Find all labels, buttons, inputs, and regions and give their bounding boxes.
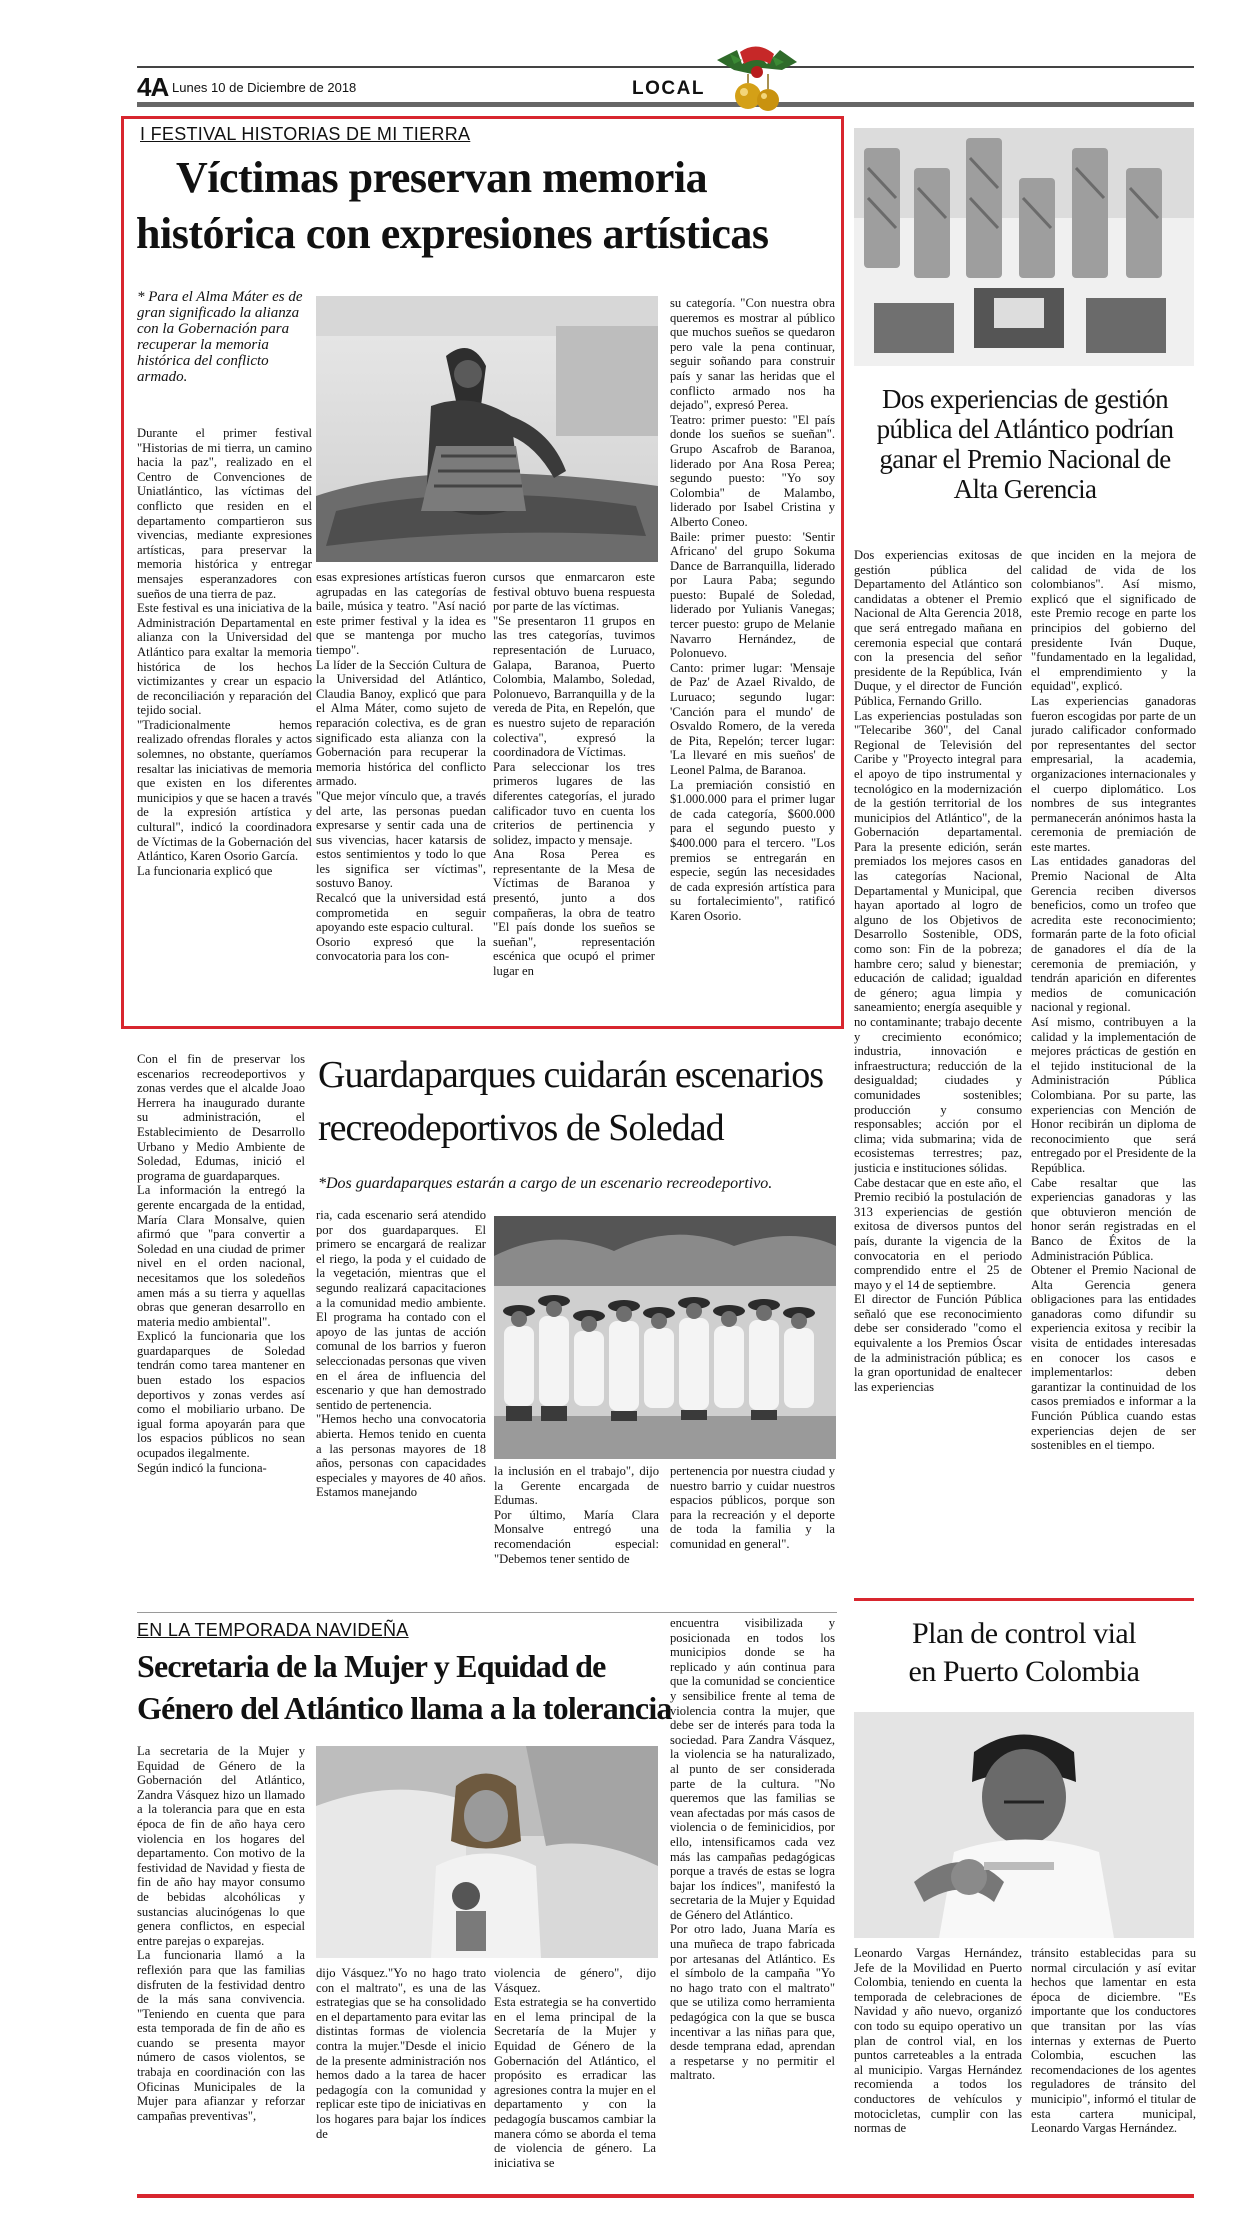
main-col-3: cursos que enmarcaron este festival obtuvo buena respuesta por parte de las víctimas. "Se presentaron 11 grupos en las tres categorías, tuvimos representación de Luruaco, Galapa, Baranoa, Puerto Colombia, Malambo, Soledad, Polonuevo, Barranquilla y de la vereda de Pita, en Repelón, que es nuestro sujeto de reparación colectiva", expresó la coordinadora de Víctimas. Para seleccionar los tres primeros lugares de las diferentes categorías, el jurado calificador tuvo en cuenta los criterios de pertinencia y solidez, impacto y mensaje. Ana Rosa Perea es representante de la Mesa de Víctimas de Baranoa y presentó, junto a dos compañeras, la obra de teatro "El país donde los sueños se sueñan", representación escénica que ocupó el primer lugar en [493, 570, 655, 979]
main-subtitle: * Para el Alma Máter es de gran significado la alianza con la Gobernación para recuperar la memoria histórica del conflicto armado. [137, 289, 303, 385]
guard-col-3: la inclusión en el trabajo", dijo la Gerente encargada de Edumas. Por último, María Clara Monsalve entregó una recomendación especial: "Debemos tener sentido de [494, 1464, 659, 1566]
page-date: Lunes 10 de Diciembre de 2018 [172, 80, 357, 95]
gerencia-title: Dos experiencias de gestión pública del Atlántico podrían ganar el Premio Nacional de Alta Gerencia [876, 384, 1174, 504]
main-col-4: su categoría. "Con nuestra obra queremos es mostrar al público que muchos sueños se quedaron pero vale la pena continuar, seguir soñando para construir país y sanar las heridas que el conflicto armado nos ha dejado", expresó Perea. Teatro: primer puesto: "El país donde los sueños se sueñan". Grupo Ascafrob de Baranoa, liderado por Ana Rosa Perea; segundo puesto: "Yo soy Colombia" de Malambo, liderado por Isabel Cristina y Alberto Coneo. Baile: primer puesto: 'Sentir Africano' del grupo Sokuma Dance de Barranquilla, liderado por Laura Paba; segundo puesto: Bupalé de Soledad, liderado por Yulianis Vanegas; tercer puesto: grupo de Melanie Navarro Hernández, de Polonuevo. Canto: primer lugar: 'Mensaje de Paz' de Azael Rivaldo, de Luruaco; segundo lugar: 'Canción para el mundo' de Osvaldo Romero, de la vereda de Pita, Repelón; tercer lugar: 'La llevaré en mis sueños' de Leonel Palma, de Baranoa. La premiación consistió en $1.000.000 para el primer lugar de cada categoría, $600.000 para el segundo puesto y $400.000 para el tercero. "Los premios se entregarán en especie, según las necesidades de cada expresión artística para su fortalecimiento", ratificó Karen Osorio. [670, 296, 835, 923]
guard-bottom-rule [137, 1612, 837, 1613]
guard-photo [494, 1216, 836, 1459]
mujer-photo [316, 1746, 658, 1958]
main-col-1: Durante el primer festival "Historias de mi tierra, un camino hacia la paz", realizado en el Centro de Convenciones de Uniatlántico, las víctimas del conflicto que residen en el departamento compartieron sus vivencias, mediante expresiones artísticas, para preservar la memoria histórica y entregar mensajes esperanzadores con sueños de una tierra de paz. Este festival es una iniciativa de la Administración Departamental en alianza con la Universidad del Atlántico para exaltar la memoria histórica de los hechos victimizantes y crear un espacio de reconciliación y reparación del tejido social. "Tradicionalmente hemos realizado ofrendas florales y actos solemnes, no obstante, queríamos resaltar las iniciativas de memoria que existen en los diferentes municipios y que se hacen a través de la expresión artística y cultural", indicó la coordinadora de Víctimas de la Gobernación del Atlántico, Karen Osorio García. La funcionaria explicó que [137, 426, 312, 878]
christmas-ornament-icon [712, 40, 802, 118]
page-bottom-rule [137, 2194, 1194, 2198]
section-label: LOCAL [632, 78, 705, 99]
mujer-col-1: La secretaria de la Mujer y Equidad de Género de la Gobernación del Atlántico, Zandra Vásquez hizo un llamado a la tolerancia para que en esta época de fin de año haya cero violencia en los hogares del departamento. Con motivo de la festividad de Navidad y fiesta de fin de año hay mayor consumo de bebidas alcohólicas y sustancias alucinógenas lo que genera conflictos, en especial entre parejas o exparejas. La funcionaria llamó a la reflexión para que las familias disfruten de la festividad dentro de la más sana convivencia. "Teniendo en cuenta que para esta temporada de fin de año es cuando se presenta mayor número de casos violentos, se trabaja en coordinación con las Oficinas Municipales de la Mujer para afianzar y reforzar campañas preventivas", [137, 1744, 305, 2123]
vial-col-1: Leonardo Vargas Hernández, Jefe de la Movilidad en Puerto Colombia, teniendo en cuenta la temporada de celebraciones de Navidad y año nuevo, organizó con todo su equipo operativo un plan de control vial, en los puntos carreteables a la entrada al municipio. Vargas Hernández recomienda a todos los conductores de vehículos y motocicletas, cumplir con las normas de [854, 1946, 1022, 2136]
page-number: 4A [137, 72, 169, 102]
mujer-col-2: dijo Vásquez."Yo no hago trato con el maltrato", es una de las estrategias que se ha consolidado en el departamento para evitar las distintas formas de violencia contra la mujer."Desde el inicio de la presente administración nos hemos dado a la tarea de hacer pedagogía con la comunidad y replicar este tipo de iniciativas en los hogares para bajar los índices de [316, 1966, 486, 2141]
vial-col-2: tránsito establecidas para su normal circulación y así evitar hechos que lamentar en esta época de diciembre. "Es importante que los conductores que transitan por las vías internas y externas de Puerto Colombia, escuchen las recomendaciones de los agentes reguladores de tránsito del municipio", informó el titular de esta cartera municipal, Leonardo Vargas Hernández. [1031, 1946, 1196, 2136]
header-rule-bottom [137, 102, 1194, 107]
main-kicker: I FESTIVAL HISTORIAS DE MI TIERRA [140, 124, 471, 144]
vial-title-line1: Plan de control vial [911, 1617, 1137, 1650]
mujer-title-line2: Género del Atlántico llama a la tolerancia [137, 1690, 672, 1726]
mujer-col-4: encuentra visibilizada y posicionada en todos los municipios donde se ha replicado y aún continua para que la comunidad se concientice y sensibilice frente al tema de violencia contra la mujer, que debe ser de interés para toda la sociedad. Para Zandra Vásquez, la violencia se ha naturalizado, al punto de ser considerada parte de la cultura. "No queremos que las familias se vean afectadas por más casos de violencia o de feminicidios, por ello, intensificamos cada vez más las campañas pedagógicas porque a través de estas se logra bajar los índices", manifestó la secretaria de la Mujer y Equidad de Género del Atlántico. Por otro lado, Juana María es una muñeca de trapo fabricada por artesanas del Atlántico. Es el símbolo de la campaña "Yo no hago trato con el maltrato" que se utiliza como herramienta pedagógica con la que se busca incentivar a las niñas para que, desde temprana edad, aprendan a respetarse y no permitir el maltrato. [670, 1616, 835, 2083]
main-col-2: esas expresiones artísticas fueron agrupadas en las categorías de baile, música y teatro. "Así nació este primer festival y la idea es que se mantenga por mucho tiempo". La líder de la Sección Cultura de la Universidad del Atlántico, Claudia Banoy, explicó que para el Alma Máter, como sujeto de reparación colectiva, es de gran significado esta alianza con la Gobernación para recuperar la memoria histórica del conflicto armado. "Que mejor vínculo que, a través del arte, las personas puedan expresarse y sentir cada una de sus vivencias, hacer katarsis de estos sentimientos y todo lo que les significa ser víctimas", sostuvo Banoy. Recalcó que la universidad está comprometida en seguir apoyando este espacio cultural. Osorio expresó que la convocatoria para los con- [316, 570, 486, 964]
gerencia-bottom-rule [854, 1598, 1194, 1601]
guard-title-line2: recreodeportivos de Soledad [318, 1107, 724, 1149]
guard-col-1: Con el fin de preservar los escenarios recreodeportivos y zonas verdes que el alcalde Joao Herrera ha inaugurado durante su administración, el Establecimiento de Desarrollo Urbano y Medio Ambiente de Soledad, Edumas, inició el programa de guardaparques. La información la entregó la gerente encargada de la entidad, María Clara Monsalve, quien afirmó que "para convertir a Soledad en una ciudad de primer nivel en el orden nacional, necesitamos que los soledeños amen más a su tierra y aquellas obras que generan desarrollo en materia medio ambiental". Explicó la funcionaria que los guardaparques de Soledad tendrán como tarea mantener en buen estado los espacios deportivos y zonas verdes así como el mobiliario urbano. De igual forma apoyarán para que los espacios públicos no sean ocupados ilegalmente. Según indicó la funciona- [137, 1052, 305, 1475]
mujer-title-line1: Secretaria de la Mujer y Equidad de [137, 1648, 606, 1684]
guard-col-2: ria, cada escenario será atendido por dos guardaparques. El primero se encargará de realizar el riego, la poda y el cuidado de la vegetación, mientras que el segundo realizará capacitaciones a la comunidad medio ambiente. El programa ha contado con el apoyo de las juntas de acción comunal de los barrios y fueron seleccionadas personas que viven en el área de influencia del escenario y que han demostrado sentido de pertenencia. "Hemos hecho una convocatoria abierta. Hemos tenido en cuenta a las personas mayores de 18 años, personas con capacidades especiales y mayores de 40 años. Estamos manejando [316, 1208, 486, 1500]
guard-col-4: pertenencia por nuestra ciudad y nuestro barrio y cuidar nuestros espacios públicos, porque son para la recreación y el deporte de toda la familia y la comunidad en general". [670, 1464, 835, 1551]
main-photo [316, 296, 658, 562]
main-title-line1: Víctimas preservan memoria [176, 153, 708, 202]
awards-photo [854, 128, 1194, 366]
gerencia-col-2: que inciden en la mejora de calidad de vida de los colombianos". Así mismo, explicó que el significado de este Premio recoge en parte los principios del gobierno del presidente Iván Duque, "fundamentado en la legalidad, el emprendimiento y la equidad", explicó. Las experiencias ganadoras fueron escogidas por parte de un jurado calificador conformado por representantes del sector empresarial, la academia, organizaciones internacionales y el cuerpo diplomático. Los nombres de sus integrantes permanecerán anónimos hasta la ceremonia de premiación de este martes. Las entidades ganadoras del Premio Nacional de Alta Gerencia reciben diversos beneficios, como un trofeo que acredita este reconocimiento; formarán parte de la foto oficial de ganadores el día de la ceremonia de premiación, y tendrán aparición en diferentes medios de comunicación nacional y regional. Así mismo, contribuyen a la calidad y la implementación de mejores prácticas de gestión en el tejido institucional de la Administración Pública Colombiana. Por su parte, las experiencias con Mención de Honor recibirán un diploma de reconocimiento que será entregado por el Presidente de la República. Cabe resaltar que las experiencias ganadoras y las que obtuvieron mención de honor serán registradas en el Banco de Éxitos de la Administración Pública. Obtener el Premio Nacional de Alta Gerencia genera obligaciones para las entidades ganadoras como difundir su experiencia exitosa y recibir la visita de entidades interesadas en conocer los casos e implementarlos: deben garantizar la continuidad de los casos premiados e informar a la Función Pública cuando estas experiencias dejen de ser sostenibles en el tiempo. [1031, 548, 1196, 1453]
main-title-line2: histórica con expresiones artísticas [136, 209, 769, 258]
guard-subtitle: *Dos guardaparques estarán a cargo de un escenario recreodeportivo. [318, 1175, 773, 1192]
vial-title-line2: en Puerto Colombia [908, 1655, 1140, 1688]
vial-photo [854, 1712, 1194, 1938]
guard-title-line1: Guardaparques cuidarán escenarios [318, 1054, 824, 1096]
gerencia-col-1: Dos experiencias exitosas de gestión pública del Departamento del Atlántico son candidatas a obtener el Premio Nacional de Alta Gerencia 2018, que será entregado mañana en ceremonia especial que contará con la presencia del señor presidente de la República, Iván Duque, y el director de Función Pública, Fernando Grillo. Las experiencias postuladas son "Telecaribe 360", del Canal Regional de Televisión del Caribe y "Proyecto integral para el apoyo de tipo instrumental y tecnológico en la modernización de la gestión territorial de los municipios del Atlántico", de la Gobernación departamental. Para la presente edición, serán premiados los mejores casos en las categorías Nacional, Departamental y Municipal, que hayan aportado al logro de alguno de los Objetivos de Desarrollo Sostenible, ODS, como son: Fin de la pobreza; hambre cero; salud y bienestar; educación de calidad; igualdad de género; agua limpia y saneamiento; energía asequible y no contaminante; trabajo decente y crecimiento económico; industria, innovación e infraestructura; reducción de la desigualdad; ciudades y comunidades sostenibles; producción y consumo responsables; acción por el clima; vida submarina; vida de ecosistemas terrestres; paz, justicia e instituciones sólidas. Cabe destacar que en este año, el Premio recibió la postulación de 313 experiencias de gestión exitosa de diversos puntos del país, durante la vigencia de la convocatoria en el periodo comprendido entre el 25 de mayo y el 14 de septiembre. El director de Función Pública señaló que ese reconocimiento debe ser considerado "como el equivalente a los Premios Óscar de la administración pública; es la gran oportunidad de enaltecer las experiencias [854, 548, 1022, 1394]
mujer-kicker: EN LA TEMPORADA NAVIDEÑA [137, 1620, 409, 1640]
mujer-col-3: violencia de género", dijo Vásquez. Esta estrategia se ha convertido en el lema principal de la Secretaría de la Mujer y Equidad de Género de la Gobernación del Atlántico, el propósito es erradicar las agresiones contra la mujer en el departamento y con la pedagogía buscamos cambiar la manera cómo se aborda el tema de violencia de género. La iniciativa se [494, 1966, 656, 2170]
header-rule-top [137, 66, 1194, 68]
